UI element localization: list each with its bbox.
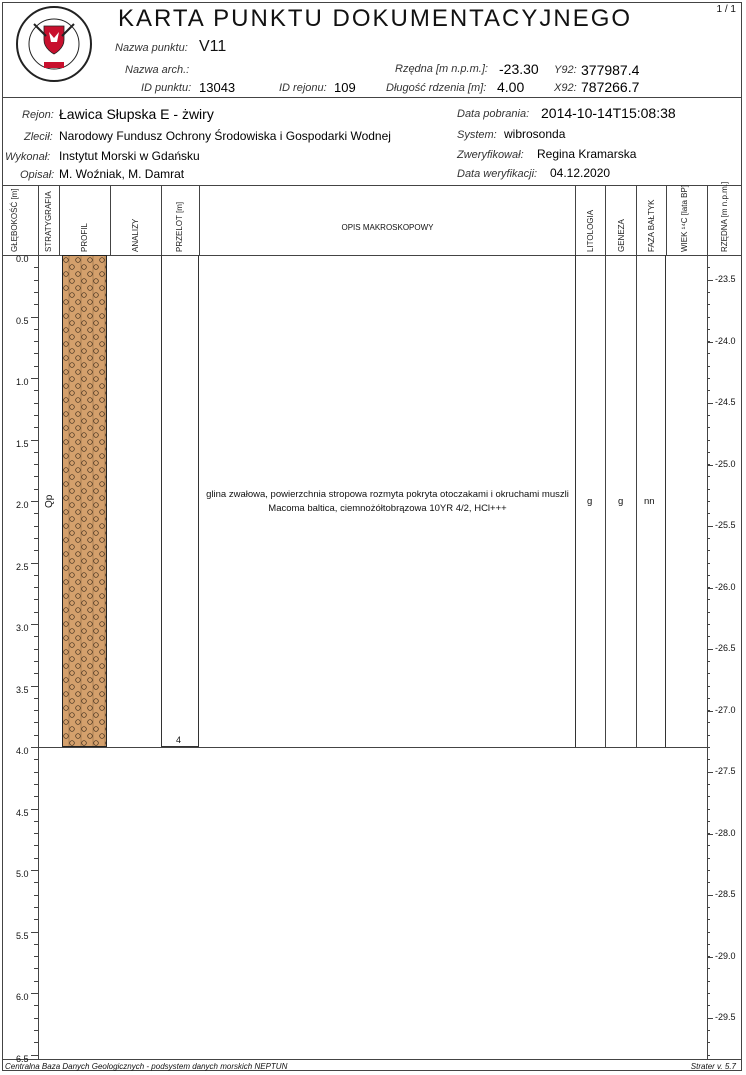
depth-tick [31, 255, 38, 256]
elevation-tick-label: -25.0 [715, 458, 736, 469]
depth-minor-tick [34, 772, 38, 773]
elevation-minor-tick [707, 882, 710, 883]
depth-minor-tick [34, 895, 38, 896]
depth-minor-tick [34, 673, 38, 674]
depth-minor-tick [34, 636, 38, 637]
elevation-minor-tick [707, 550, 710, 551]
elevation-minor-tick [707, 747, 710, 748]
depth-tick [31, 993, 38, 994]
data-pobrania-value: 2014-10-14T15:08:38 [541, 105, 676, 121]
elevation-minor-tick [707, 563, 710, 564]
footer-version: Strater v. 5.7 [690, 1062, 736, 1071]
elevation-minor-tick [707, 440, 710, 441]
elevation-minor-tick [707, 1055, 710, 1056]
elevation-minor-tick [707, 919, 710, 920]
depth-minor-tick [34, 858, 38, 859]
elevation-minor-tick [707, 587, 710, 588]
elevation-minor-tick [707, 255, 710, 256]
depth-tick [31, 747, 38, 748]
rejon-label: Rejon: [22, 109, 54, 121]
depth-minor-tick [34, 526, 38, 527]
elevation-minor-tick [707, 599, 710, 600]
elevation-minor-tick [707, 932, 710, 933]
col-header-stratygrafia: STRATYGRAFIA [44, 191, 53, 252]
nazwa-arch-label: Nazwa arch.: [125, 64, 190, 76]
elevation-tick-label: -28.5 [715, 889, 736, 899]
page-number: 1 / 1 [716, 4, 736, 15]
col-header-geneza: GENEZA [617, 219, 626, 252]
depth-tick-label: 0.0 [16, 254, 29, 264]
depth-tick-label: 5.5 [16, 930, 29, 941]
depth-minor-tick [34, 538, 38, 539]
depth-tick [31, 870, 38, 871]
depth-minor-tick [34, 575, 38, 576]
elevation-minor-tick [707, 489, 710, 490]
elevation-minor-tick [707, 292, 710, 293]
elevation-minor-tick [707, 661, 710, 662]
elevation-tick-label: -28.0 [715, 827, 736, 838]
elevation-tick-label: -26.0 [715, 581, 736, 592]
depth-minor-tick [34, 427, 38, 428]
depth-minor-tick [34, 403, 38, 404]
institute-logo [6, 4, 102, 84]
elevation-minor-tick [707, 772, 710, 773]
depth-minor-tick [34, 919, 38, 920]
depth-minor-tick [34, 649, 38, 650]
depth-tick [31, 686, 38, 687]
depth-minor-tick [34, 907, 38, 908]
elevation-minor-tick [707, 452, 710, 453]
depth-tick [31, 809, 38, 810]
depth-tick [31, 563, 38, 564]
depth-minor-tick [34, 710, 38, 711]
elevation-minor-tick [707, 280, 710, 281]
elevation-tick-label: -29.0 [715, 950, 736, 961]
depth-minor-tick [34, 956, 38, 957]
col-divider-strat [59, 185, 60, 255]
id-punktu-label: ID punktu: [141, 82, 192, 94]
elevation-tick-label: -26.5 [715, 643, 736, 653]
depth-minor-tick [34, 292, 38, 293]
elevation-minor-tick [707, 895, 710, 896]
elevation-minor-tick [707, 267, 710, 268]
elevation-minor-tick [707, 304, 710, 305]
elevation-minor-tick [707, 956, 710, 957]
col-divider-przelot [199, 185, 200, 255]
y92-label: Y92: [554, 64, 577, 76]
col-divider-analizy [161, 185, 162, 255]
depth-tick [31, 378, 38, 379]
x92-value: 787266.7 [581, 79, 640, 95]
elevation-minor-tick [707, 317, 710, 318]
col-header-litologia: LITOLOGIA [586, 209, 595, 252]
elevation-minor-tick [707, 378, 710, 379]
col-header-opis: OPIS MAKROSKOPOWY [341, 223, 434, 232]
opisal-label: Opisał: [20, 169, 55, 181]
col-header-glebokosc: GŁĘBOKOŚĆ [m] [10, 188, 19, 252]
rzedna-label: Rzędna [m n.p.m.]: [395, 63, 488, 75]
col-divider-lito [605, 185, 606, 255]
elevation-minor-tick [707, 686, 710, 687]
depth-minor-tick [34, 513, 38, 514]
geneza-value: g [618, 496, 624, 507]
depth-tick-label: 4.0 [16, 746, 29, 756]
elevation-minor-tick [707, 649, 710, 650]
zweryfikowal-value: Regina Kramarska [537, 147, 637, 161]
col-divider-opis [575, 185, 576, 255]
elevation-minor-tick [707, 981, 710, 982]
depth-tick-label: 1.5 [16, 438, 29, 449]
footer-line [2, 1059, 742, 1060]
depth-minor-tick [34, 722, 38, 723]
depth-tick-label: 1.0 [16, 377, 29, 387]
depth-tick [31, 624, 38, 625]
elevation-minor-tick [707, 907, 710, 908]
id-rejonu-label: ID rejonu: [279, 82, 327, 94]
col-header-faza: FAZA BAŁTYK [647, 199, 656, 252]
rejon-value: Ławica Słupska E - żwiry [59, 106, 214, 122]
depth-minor-tick [34, 366, 38, 367]
elevation-minor-tick [707, 821, 710, 822]
elevation-tick-label: -27.0 [715, 704, 736, 715]
elevation-minor-tick [707, 538, 710, 539]
dlugosc-value: 4.00 [497, 79, 525, 95]
depth-minor-tick [34, 735, 38, 736]
col-divider-geneza [636, 185, 637, 255]
dlugosc-label: Długość rdzenia [m]: [386, 82, 487, 94]
table-top-line [2, 185, 742, 186]
elevation-tick-label: -29.5 [715, 1012, 736, 1022]
lito-geneza-divider [605, 255, 606, 747]
depth-minor-tick [34, 1042, 38, 1043]
depth-minor-tick [34, 1018, 38, 1019]
elevation-minor-tick [707, 341, 710, 342]
depth-minor-tick [34, 968, 38, 969]
zlecil-value: Narodowy Fundusz Ochrony Środowiska i Gospodarki Wodnej [59, 129, 391, 143]
depth-minor-tick [34, 882, 38, 883]
elevation-minor-tick [707, 722, 710, 723]
elevation-minor-tick [707, 796, 710, 797]
layer-description: glina zwałowa, powierzchnia stropowa rozmyta pokryta otoczakami i okruchami muszli Macoma baltica, ciemnożółtobrązowa 10YR 4/2, HCl+++ [206, 489, 569, 514]
depth-minor-tick [34, 464, 38, 465]
depth-minor-tick [34, 390, 38, 391]
elevation-minor-tick [707, 944, 710, 945]
x92-label: X92: [554, 82, 577, 94]
elevation-minor-tick [707, 415, 710, 416]
col-divider-profil [110, 185, 111, 255]
elevation-minor-tick [707, 353, 710, 354]
elevation-minor-tick [707, 526, 710, 527]
depth-tick-label: 0.5 [16, 315, 29, 326]
depth-minor-tick [34, 587, 38, 588]
depth-minor-tick [34, 329, 38, 330]
depth-tick-label: 2.0 [16, 500, 29, 510]
depth-tick-label: 6.0 [16, 992, 29, 1002]
wykonal-label: Wykonał: [5, 151, 51, 163]
elevation-tick-label: -24.0 [715, 335, 736, 346]
depth-minor-tick [34, 476, 38, 477]
depth-tick-label: 5.0 [16, 869, 29, 879]
depth-minor-tick [34, 661, 38, 662]
depth-minor-tick [34, 698, 38, 699]
stratygrafia-value: Qp [44, 494, 55, 508]
depth-minor-tick [34, 267, 38, 268]
page-title: KARTA PUNKTU DOKUMENTACYJNEGO [118, 5, 633, 32]
id-rejonu-value: 109 [334, 80, 356, 95]
opisal-value: M. Woźniak, M. Damrat [59, 167, 185, 181]
col-header-wiek: WIEK ¹⁴C [lata BP] [680, 184, 689, 252]
elevation-minor-tick [707, 759, 710, 760]
col-header-rzedna: RZĘDNA [m n.p.m.] [720, 181, 729, 252]
depth-minor-tick [34, 550, 38, 551]
depth-tick [31, 1055, 38, 1056]
depth-minor-tick [34, 1005, 38, 1006]
depth-minor-tick [34, 759, 38, 760]
depth-minor-tick [34, 353, 38, 354]
depth-tick [31, 932, 38, 933]
elevation-minor-tick [707, 809, 710, 810]
depth-tick-label: 3.5 [16, 684, 29, 695]
col-header-analizy: ANALIZY [131, 218, 140, 252]
elevation-minor-tick [707, 968, 710, 969]
rzedna-value: -23.30 [499, 61, 539, 77]
elevation-minor-tick [707, 636, 710, 637]
depth-tick-label: 2.5 [16, 561, 29, 572]
elevation-minor-tick [707, 366, 710, 367]
depth-minor-tick [34, 833, 38, 834]
depth-tick [31, 501, 38, 502]
przelot-box [161, 255, 199, 747]
y92-value: 377987.4 [581, 62, 640, 78]
layer-bottom-line [38, 747, 707, 748]
system-label: System: [457, 129, 497, 141]
elevation-minor-tick [707, 1042, 710, 1043]
depth-tick-label: 4.5 [16, 807, 29, 818]
elevation-minor-tick [707, 612, 710, 613]
elevation-minor-tick [707, 501, 710, 502]
profile-column-sediment [62, 255, 107, 747]
nazwa-punktu-value: V11 [199, 38, 227, 55]
elevation-minor-tick [707, 476, 710, 477]
elevation-minor-tick [707, 1005, 710, 1006]
depth-minor-tick [34, 845, 38, 846]
id-punktu-value: 13043 [199, 80, 236, 95]
depth-minor-tick [34, 489, 38, 490]
elevation-minor-tick [707, 624, 710, 625]
elevation-minor-tick [707, 1018, 710, 1019]
depth-tick-label: 3.0 [16, 623, 29, 633]
depth-minor-tick [34, 280, 38, 281]
elevation-minor-tick [707, 673, 710, 674]
header-divider [2, 97, 742, 98]
elevation-tick-label: -24.5 [715, 397, 736, 407]
elevation-minor-tick [707, 710, 710, 711]
depth-minor-tick [34, 784, 38, 785]
elevation-minor-tick [707, 993, 710, 994]
data-pobrania-label: Data pobrania: [457, 108, 530, 120]
depth-minor-tick [34, 1030, 38, 1031]
elevation-minor-tick [707, 1030, 710, 1031]
col-divider-depth [38, 185, 39, 1059]
depth-minor-tick [34, 304, 38, 305]
przelot-value: 4 [176, 735, 182, 745]
faza-value: nn [644, 496, 655, 507]
nazwa-punktu-label: Nazwa punktu: [115, 42, 188, 54]
elevation-minor-tick [707, 735, 710, 736]
depth-minor-tick [34, 796, 38, 797]
elevation-minor-tick [707, 464, 710, 465]
depth-minor-tick [34, 612, 38, 613]
elevation-minor-tick [707, 390, 710, 391]
col-divider-faza [666, 185, 667, 255]
footer-source: Centralna Baza Danych Geologicznych - podsystem danych morskich NEPTUN [5, 1062, 288, 1071]
elevation-minor-tick [707, 870, 710, 871]
depth-minor-tick [34, 599, 38, 600]
depth-minor-tick [34, 341, 38, 342]
elevation-minor-tick [707, 858, 710, 859]
litologia-value: g [587, 496, 593, 507]
system-value: wibrosonda [504, 127, 566, 141]
depth-tick-label: 6.5 [16, 1053, 29, 1064]
wykonal-value: Instytut Morski w Gdańsku [59, 149, 200, 163]
zlecil-label: Zlecił: [24, 131, 53, 143]
elevation-minor-tick [707, 845, 710, 846]
zweryfikowal-label: Zweryfikował: [457, 149, 524, 161]
elevation-minor-tick [707, 403, 710, 404]
elevation-minor-tick [707, 698, 710, 699]
elevation-tick-label: -27.5 [715, 766, 736, 776]
depth-minor-tick [34, 452, 38, 453]
elevation-minor-tick [707, 784, 710, 785]
elevation-tick-label: -23.5 [715, 274, 736, 284]
depth-minor-tick [34, 821, 38, 822]
elevation-tick-label: -25.5 [715, 520, 736, 530]
elevation-minor-tick [707, 427, 710, 428]
depth-minor-tick [34, 981, 38, 982]
depth-tick [31, 317, 38, 318]
geneza-faza-divider [636, 255, 637, 747]
col-header-przelot: PRZELOT [m] [175, 201, 184, 252]
depth-tick [31, 440, 38, 441]
data-weryfikacji-label: Data weryfikacji: [457, 168, 538, 180]
col-header-profil: PROFIL [80, 223, 89, 252]
elevation-minor-tick [707, 329, 710, 330]
depth-minor-tick [34, 415, 38, 416]
elevation-minor-tick [707, 513, 710, 514]
data-weryfikacji-value: 04.12.2020 [550, 166, 611, 180]
elevation-minor-tick [707, 575, 710, 576]
elevation-minor-tick [707, 833, 710, 834]
depth-minor-tick [34, 944, 38, 945]
